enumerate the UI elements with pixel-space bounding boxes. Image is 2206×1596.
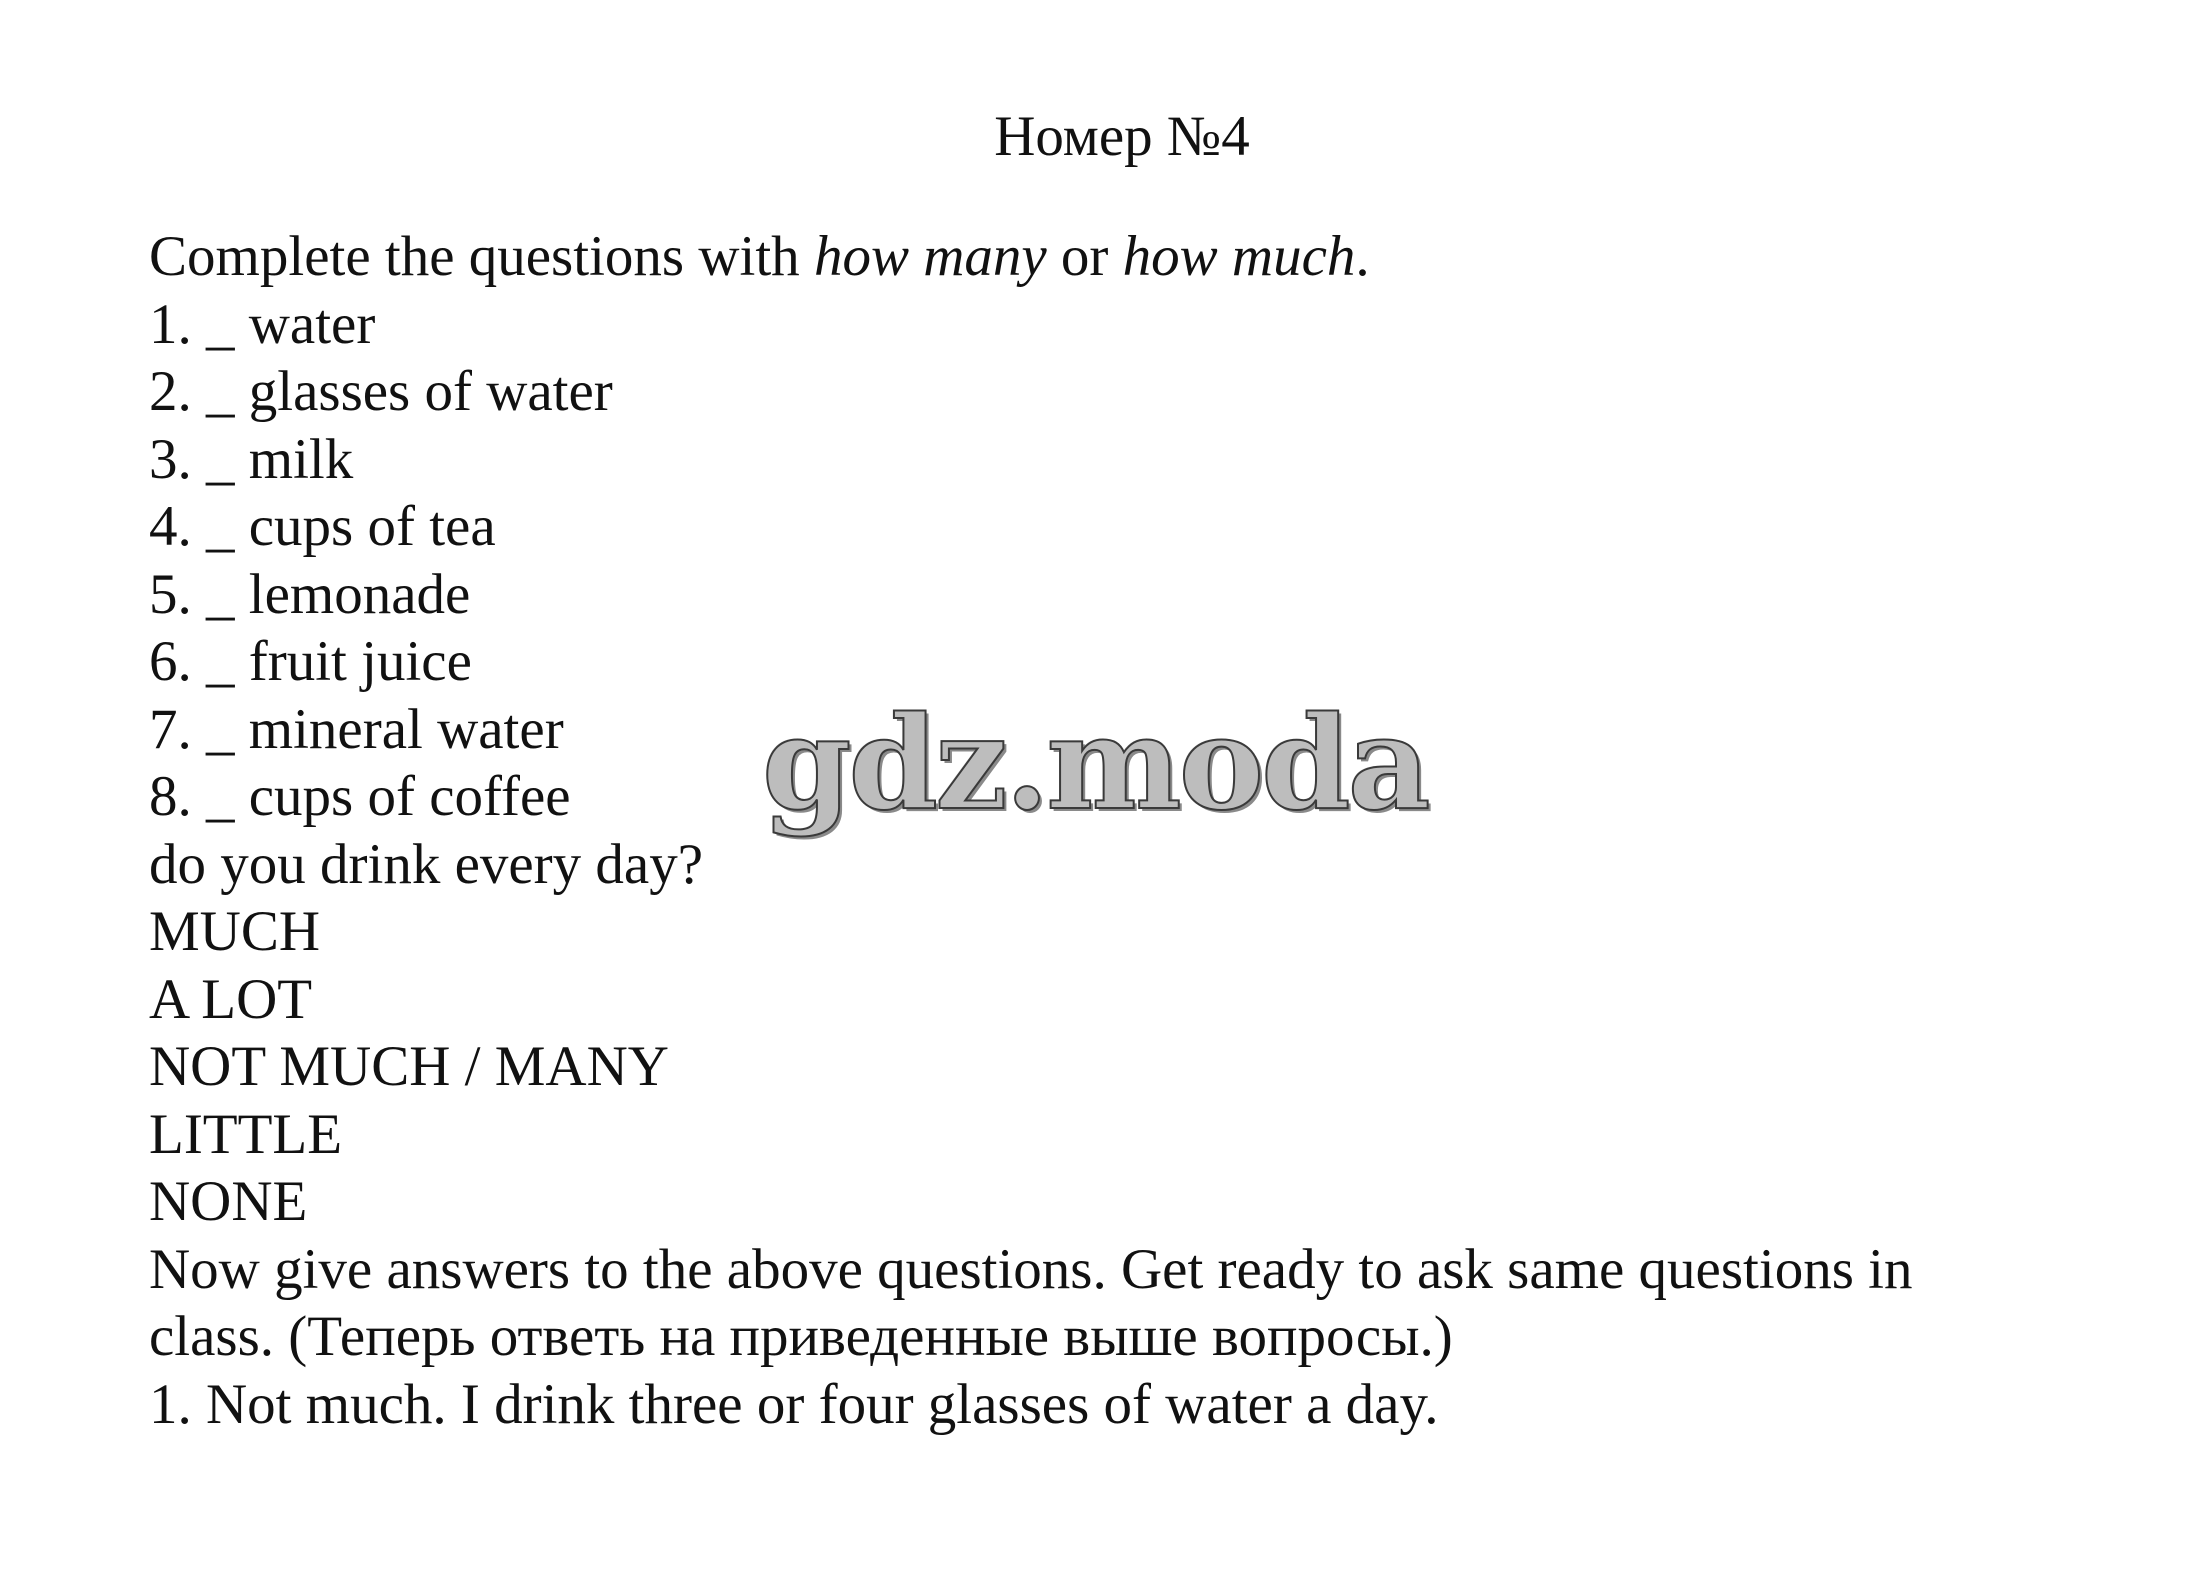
instruction-or: or — [1046, 225, 1123, 288]
list-item: 2. _ glasses of water — [149, 360, 613, 423]
option-item: NONE — [149, 1170, 308, 1233]
list-item: 6. _ fruit juice — [149, 630, 472, 693]
question-ending: do you drink every day? — [149, 832, 703, 896]
option-item: NOT MUCH / MANY — [149, 1035, 669, 1098]
watermark-logo: gdz.moda — [762, 689, 1428, 839]
task-text-line-1: Now give answers to the above questions. Get ready to ask same questions in — [149, 1237, 1913, 1301]
instruction-period: . — [1355, 225, 1370, 288]
list-item: 1. _ water — [149, 292, 376, 356]
list-item: 5. _ lemonade — [149, 562, 471, 626]
option-item: MUCH — [149, 900, 321, 963]
page-title: Номер №4 — [994, 105, 1250, 168]
list-item: 7. _ mineral water — [149, 697, 564, 761]
list-item: 8. _ cups of coffee — [149, 765, 571, 828]
list-item: 4. _ cups of tea — [149, 495, 496, 558]
instruction — [149, 223, 2109, 291]
instruction-text: Complete the questions with — [149, 225, 814, 288]
instruction-how-many: how many — [813, 225, 1047, 288]
option-item: LITTLE — [149, 1102, 343, 1166]
task-text-line-2: class. (Теперь ответь на приведенные выше вопросы.) — [149, 1305, 1453, 1368]
list-item: 3. _ milk — [149, 427, 354, 491]
instruction-how-much: how much — [1122, 225, 1356, 288]
option-item: A LOT — [149, 967, 313, 1031]
answer-text: 1. Not much. I drink three or four glasses of water a day. — [149, 1372, 1439, 1436]
